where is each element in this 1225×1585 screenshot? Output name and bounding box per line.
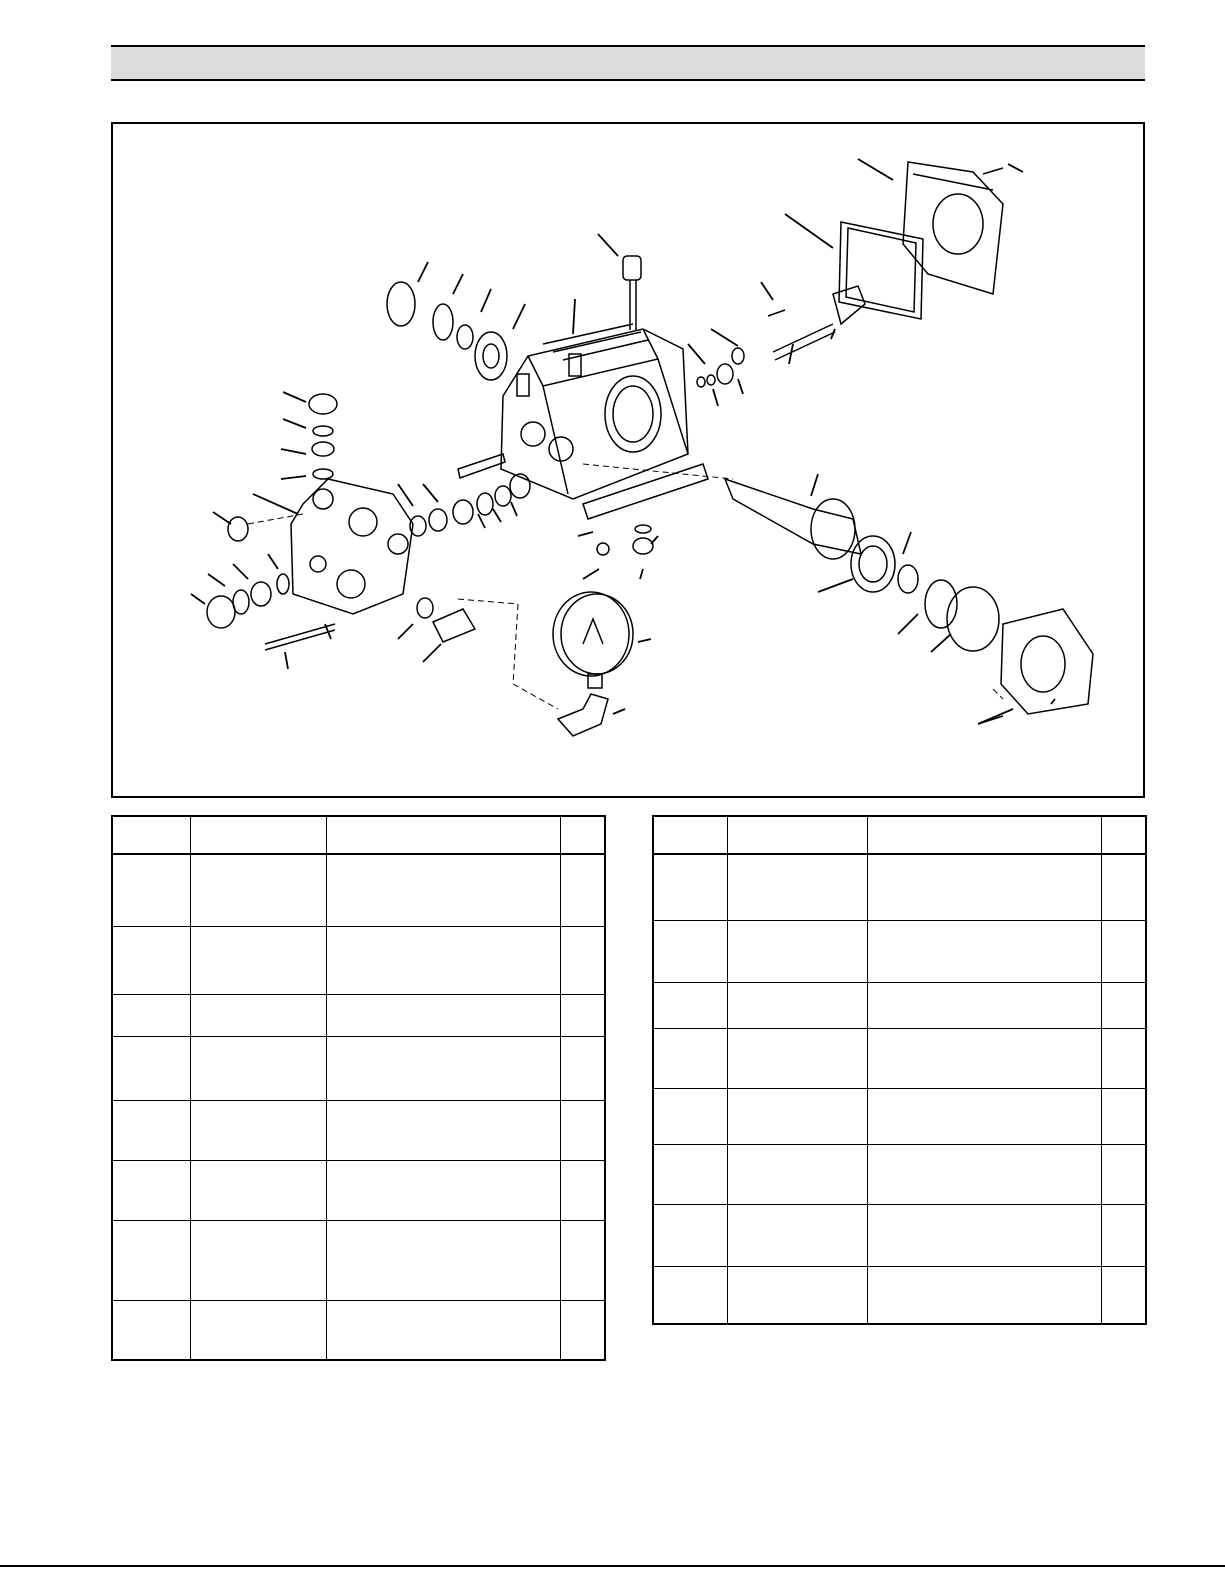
table-cell — [190, 1100, 326, 1160]
plug-small — [228, 517, 248, 541]
table-row — [112, 1160, 605, 1220]
table-row — [112, 1300, 605, 1360]
table-cell — [190, 1160, 326, 1220]
table-cell — [1101, 920, 1146, 982]
table-header-row — [653, 816, 1146, 854]
table-cell — [112, 1220, 190, 1300]
table-row — [112, 1036, 605, 1100]
table-cell — [326, 1100, 560, 1160]
drain-screw — [597, 543, 609, 555]
table-row — [112, 854, 605, 926]
table-cell — [112, 1160, 190, 1220]
manifold-head — [291, 479, 413, 614]
table-cell — [653, 1266, 727, 1324]
connecting-rod — [833, 286, 865, 324]
table-cell — [867, 1204, 1101, 1266]
table-cell — [560, 854, 605, 926]
column-header — [867, 816, 1101, 854]
table-header-row — [112, 816, 605, 854]
table-cell — [560, 1100, 605, 1160]
table-row — [653, 920, 1146, 982]
table-row — [653, 1204, 1146, 1266]
table-cell — [326, 1160, 560, 1220]
table-cell — [727, 1088, 867, 1144]
table-cell — [326, 1300, 560, 1360]
table-cell — [326, 926, 560, 994]
table-cell — [326, 1220, 560, 1300]
table-row — [653, 1028, 1146, 1088]
oil-seal — [475, 332, 507, 380]
table-cell — [326, 854, 560, 926]
column-header — [560, 816, 605, 854]
table-cell — [727, 982, 867, 1028]
table-cell — [112, 1036, 190, 1100]
column-header — [112, 816, 190, 854]
page-footer-rule — [0, 1565, 1225, 1567]
column-header — [190, 816, 326, 854]
table-cell — [727, 854, 867, 920]
table-cell — [727, 1144, 867, 1204]
plug-large — [207, 596, 235, 628]
crankcase — [501, 324, 688, 499]
table-cell — [1101, 854, 1146, 920]
column-header — [326, 816, 560, 854]
parts-table-left — [111, 815, 606, 1361]
column-header — [727, 816, 867, 854]
roller-bearing — [851, 536, 895, 592]
table-cell — [190, 1300, 326, 1360]
table-cell — [867, 1088, 1101, 1144]
dipstick — [623, 256, 641, 330]
table-cell — [560, 1300, 605, 1360]
outlet-fitting — [433, 609, 475, 642]
shaft-seal — [925, 580, 957, 628]
crankshaft — [725, 479, 861, 559]
table-cell — [1101, 1204, 1146, 1266]
table-row — [653, 982, 1146, 1028]
table-cell — [112, 994, 190, 1036]
table-cell — [190, 1220, 326, 1300]
table-cell — [727, 1028, 867, 1088]
table-cell — [560, 994, 605, 1036]
table-cell — [653, 1028, 727, 1088]
table-cell — [653, 920, 727, 982]
table-row — [112, 994, 605, 1036]
column-header — [653, 816, 727, 854]
table-row — [112, 926, 605, 994]
table-cell — [190, 1036, 326, 1100]
manifold-bolt — [265, 624, 335, 644]
table-cell — [112, 1300, 190, 1360]
table-row — [112, 1100, 605, 1160]
table-row — [653, 1144, 1146, 1204]
table-cell — [653, 1204, 727, 1266]
table-cell — [1101, 1266, 1146, 1324]
mounting-rail — [458, 454, 505, 478]
retaining-ring — [433, 304, 453, 340]
exploded-view-diagram — [111, 122, 1145, 798]
table-cell — [727, 1266, 867, 1324]
table-cell — [867, 1266, 1101, 1324]
table-cell — [727, 920, 867, 982]
pressure-gauge — [553, 592, 633, 688]
table-row — [653, 854, 1146, 920]
table-cell — [560, 1220, 605, 1300]
bearing-ring — [898, 565, 918, 593]
table-cell — [112, 926, 190, 994]
table-cell — [1101, 1144, 1146, 1204]
table-cell — [326, 1036, 560, 1100]
table-cell — [867, 1144, 1101, 1204]
table-cell — [867, 1028, 1101, 1088]
table-cell — [653, 1088, 727, 1144]
table-row — [653, 1266, 1146, 1324]
table-cell — [1101, 982, 1146, 1028]
valve-cap — [309, 394, 337, 414]
valve-assembly — [251, 582, 271, 606]
table-cell — [727, 1204, 867, 1266]
table-cell — [1101, 1088, 1146, 1144]
bearing-flange — [1001, 609, 1093, 714]
cover-bolt — [983, 168, 1003, 174]
table-cell — [867, 854, 1101, 920]
wrist-pin — [768, 310, 785, 316]
table-row — [112, 1220, 605, 1300]
drain-plug — [633, 538, 653, 554]
table-cell — [653, 982, 727, 1028]
pump-exploded-view — [113, 124, 1143, 796]
snap-ring — [457, 325, 473, 349]
table-cell — [190, 994, 326, 1036]
elbow-fitting — [558, 694, 608, 736]
table-cell — [867, 982, 1101, 1028]
rear-cover — [903, 162, 1003, 294]
table-cell — [867, 920, 1101, 982]
table-cell — [112, 854, 190, 926]
table-cell — [190, 926, 326, 994]
table-cell — [560, 1160, 605, 1220]
table-cell — [653, 854, 727, 920]
cover-gasket-inner — [846, 228, 916, 312]
table-cell — [560, 926, 605, 994]
table-cell — [1101, 1028, 1146, 1088]
table-cell — [560, 1036, 605, 1100]
table-cell — [653, 1144, 727, 1204]
section-header-bar — [111, 45, 1145, 81]
table-cell — [112, 1100, 190, 1160]
table-cell — [190, 854, 326, 926]
table-cell — [326, 994, 560, 1036]
sight-glass — [387, 282, 415, 326]
parts-table-right — [652, 815, 1147, 1325]
flange-oring — [947, 587, 999, 651]
column-header — [1101, 816, 1146, 854]
table-row — [653, 1088, 1146, 1144]
